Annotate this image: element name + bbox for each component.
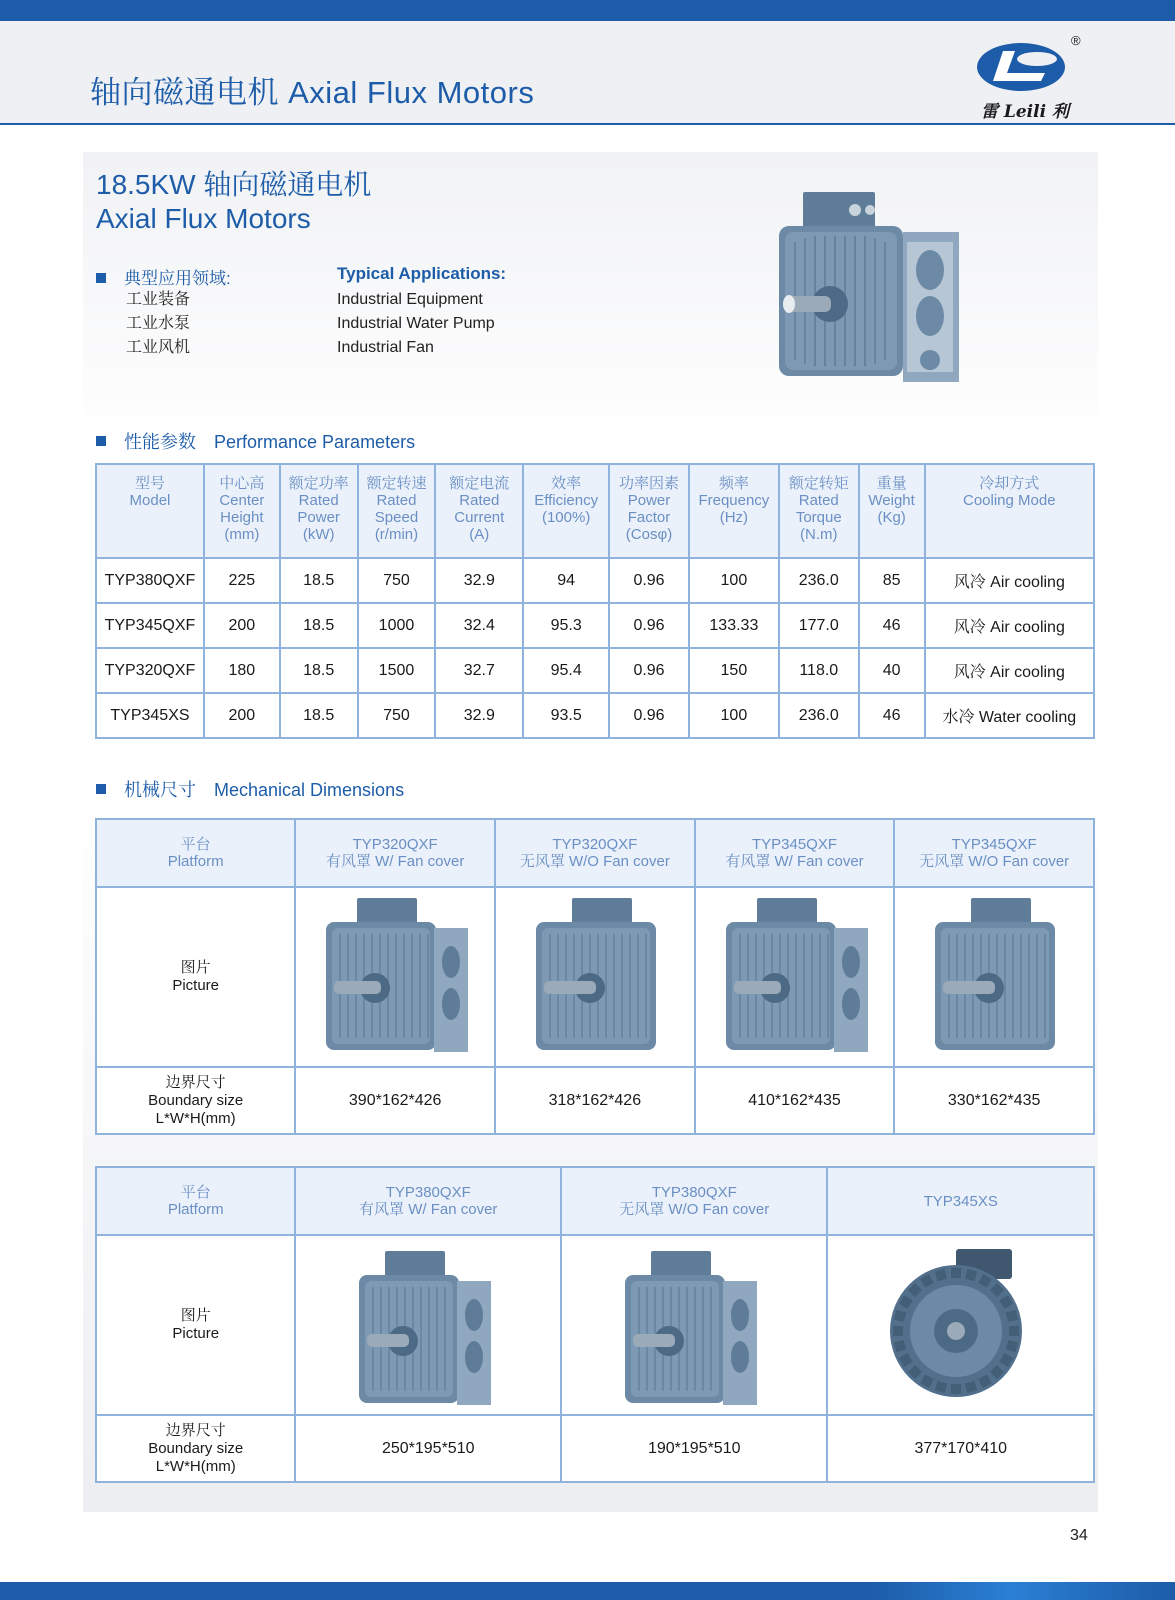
applications-list-en xyxy=(337,288,495,360)
model-cell: TYP320QXF xyxy=(96,648,204,693)
model-header: TYP380QXF 无风罩 W/O Fan cover xyxy=(561,1167,828,1235)
motor-picture xyxy=(561,1235,828,1415)
value-cell: 0.96 xyxy=(609,693,689,738)
value-cell: 177.0 xyxy=(779,603,859,648)
list-item: 工业装备 xyxy=(126,291,191,308)
column-header: 额定电流 Rated Current (A) xyxy=(435,464,523,558)
list-item: Industrial Fan xyxy=(337,339,434,356)
value-cell: 风冷 Air cooling xyxy=(925,648,1094,693)
registered-mark: ® xyxy=(1071,33,1081,48)
leili-logo-icon xyxy=(975,31,1075,97)
hero-motor-image xyxy=(775,192,975,402)
value-cell: 1000 xyxy=(358,603,436,648)
brand-logo xyxy=(975,31,1085,126)
dimensions-table-2 xyxy=(95,1166,1095,1483)
motor-picture xyxy=(827,1235,1094,1415)
value-cell: 32.4 xyxy=(435,603,523,648)
model-header: TYP345QXF 无风罩 W/O Fan cover xyxy=(894,819,1094,887)
table-row xyxy=(96,648,1094,693)
applications-list-cn xyxy=(126,288,190,360)
performance-table xyxy=(95,463,1095,739)
column-header: 型号 Model xyxy=(96,464,204,558)
value-cell: 18.5 xyxy=(280,693,358,738)
value-cell: 40 xyxy=(859,648,925,693)
applications-heading-en: Typical Applications: xyxy=(337,264,507,283)
page-title: 轴向磁通电机 Axial Flux Motors xyxy=(90,75,535,110)
value-cell: 133.33 xyxy=(689,603,779,648)
bottom-accent-bar xyxy=(0,1582,1175,1600)
picture-label: 图片 Picture xyxy=(96,887,295,1067)
value-cell: 85 xyxy=(859,558,925,603)
motor-no-cover-image xyxy=(619,1245,769,1405)
value-cell: 225 xyxy=(204,558,280,603)
column-header: 冷却方式 Cooling Mode xyxy=(925,464,1094,558)
value-cell: 0.96 xyxy=(609,558,689,603)
value-cell: 46 xyxy=(859,693,925,738)
dimensions-table-1 xyxy=(95,818,1095,1135)
model-header: TYP380QXF 有风罩 W/ Fan cover xyxy=(295,1167,561,1235)
list-item: 工业风机 xyxy=(126,339,191,356)
motor-fan-cover-image xyxy=(320,892,470,1062)
list-item: Industrial Water Pump xyxy=(337,315,495,332)
table-row xyxy=(96,603,1094,648)
value-cell: 93.5 xyxy=(523,693,609,738)
column-header: 中心高 Center Height (mm) xyxy=(204,464,280,558)
boundary-size-value: 390*162*426 xyxy=(295,1067,495,1134)
value-cell: 100 xyxy=(689,558,779,603)
value-cell: 100 xyxy=(689,693,779,738)
motor-picture xyxy=(695,887,895,1067)
applications-heading-cn: 典型应用领域: xyxy=(96,264,231,289)
value-cell: 18.5 xyxy=(280,648,358,693)
water-cooled-motor-image xyxy=(886,1245,1036,1405)
page-header xyxy=(0,21,1175,125)
list-item: 工业水泵 xyxy=(126,315,191,332)
value-cell: 32.9 xyxy=(435,693,523,738)
column-header: 功率因素 Power Factor (Cosφ) xyxy=(609,464,689,558)
list-item: Industrial Equipment xyxy=(337,291,483,308)
value-cell: 150 xyxy=(689,648,779,693)
table-row xyxy=(96,1067,1094,1134)
value-cell: 18.5 xyxy=(280,558,358,603)
boundary-size-value: 318*162*426 xyxy=(495,1067,695,1134)
value-cell: 180 xyxy=(204,648,280,693)
model-cell: TYP380QXF xyxy=(96,558,204,603)
table-row xyxy=(96,1415,1094,1482)
column-header: 额定转速 Rated Speed (r/min) xyxy=(358,464,436,558)
model-header: TYP320QXF 有风罩 W/ Fan cover xyxy=(295,819,495,887)
value-cell: 200 xyxy=(204,603,280,648)
boundary-size-label: 边界尺寸 Boundary size L*W*H(mm) xyxy=(96,1067,295,1134)
motor-picture xyxy=(295,1235,561,1415)
value-cell: 风冷 Air cooling xyxy=(925,603,1094,648)
model-header: TYP320QXF 无风罩 W/O Fan cover xyxy=(495,819,695,887)
value-cell: 18.5 xyxy=(280,603,358,648)
motor-fan-cover-image xyxy=(720,892,870,1062)
performance-heading: 性能参数 Performance Parameters xyxy=(96,428,415,454)
column-header: 额定功率 Rated Power (kW) xyxy=(280,464,358,558)
value-cell: 200 xyxy=(204,693,280,738)
table-row xyxy=(96,558,1094,603)
motor-picture xyxy=(495,887,695,1067)
table-header-row xyxy=(96,819,1094,887)
table-row xyxy=(96,887,1094,1067)
boundary-size-label: 边界尺寸 Boundary size L*W*H(mm) xyxy=(96,1415,295,1482)
top-accent-bar xyxy=(0,0,1175,21)
product-title-cn: 18.5KW 轴向磁通电机 xyxy=(96,169,372,200)
boundary-size-value: 410*162*435 xyxy=(695,1067,895,1134)
table-row xyxy=(96,693,1094,738)
model-header: TYP345XS xyxy=(827,1167,1094,1235)
motor-no-cover-image xyxy=(530,892,660,1062)
table-header-row xyxy=(96,464,1094,558)
platform-header: 平台 Platform xyxy=(96,1167,295,1235)
page-number: 34 xyxy=(1070,1527,1088,1544)
value-cell: 46 xyxy=(859,603,925,648)
column-header: 效率 Efficiency (100%) xyxy=(523,464,609,558)
value-cell: 236.0 xyxy=(779,693,859,738)
value-cell: 236.0 xyxy=(779,558,859,603)
boundary-size-value: 330*162*435 xyxy=(894,1067,1094,1134)
table-header-row xyxy=(96,1167,1094,1235)
value-cell: 94 xyxy=(523,558,609,603)
model-cell: TYP345QXF xyxy=(96,603,204,648)
value-cell: 水冷 Water cooling xyxy=(925,693,1094,738)
value-cell: 0.96 xyxy=(609,603,689,648)
logo-wordmark: 雷 Leili 利 xyxy=(981,102,1069,122)
platform-header: 平台 Platform xyxy=(96,819,295,887)
model-cell: TYP345XS xyxy=(96,693,204,738)
motor-fan-cover-image xyxy=(353,1245,503,1405)
table-row xyxy=(96,1235,1094,1415)
value-cell: 1500 xyxy=(358,648,436,693)
bullet-square-icon xyxy=(96,436,106,446)
model-header: TYP345QXF 有风罩 W/ Fan cover xyxy=(695,819,895,887)
value-cell: 95.3 xyxy=(523,603,609,648)
boundary-size-value: 250*195*510 xyxy=(295,1415,561,1482)
value-cell: 32.7 xyxy=(435,648,523,693)
boundary-size-value: 190*195*510 xyxy=(561,1415,828,1482)
boundary-size-value: 377*170*410 xyxy=(827,1415,1094,1482)
picture-label: 图片 Picture xyxy=(96,1235,295,1415)
value-cell: 风冷 Air cooling xyxy=(925,558,1094,603)
column-header: 额定转矩 Rated Torque (N.m) xyxy=(779,464,859,558)
motor-picture xyxy=(295,887,495,1067)
motor-no-cover-image xyxy=(929,892,1059,1062)
column-header: 频率 Frequency (Hz) xyxy=(689,464,779,558)
value-cell: 750 xyxy=(358,693,436,738)
bullet-square-icon xyxy=(96,784,106,794)
motor-picture xyxy=(894,887,1094,1067)
value-cell: 95.4 xyxy=(523,648,609,693)
value-cell: 0.96 xyxy=(609,648,689,693)
product-title-en: Axial Flux Motors xyxy=(96,203,311,234)
product-title xyxy=(96,168,371,236)
value-cell: 750 xyxy=(358,558,436,603)
column-header: 重量 Weight (Kg) xyxy=(859,464,925,558)
value-cell: 118.0 xyxy=(779,648,859,693)
bullet-square-icon xyxy=(96,273,106,283)
mechanical-heading: 机械尺寸 Mechanical Dimensions xyxy=(96,776,404,802)
value-cell: 32.9 xyxy=(435,558,523,603)
